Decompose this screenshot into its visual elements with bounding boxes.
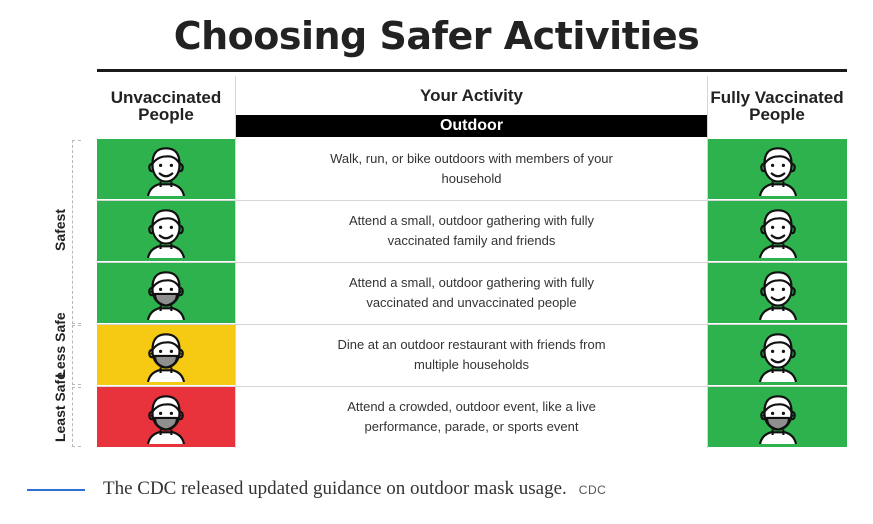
unvaccinated-column-header: Unvaccinated People [110, 88, 222, 124]
caption-text: The CDC released updated guidance on outdoor mask usage. [103, 478, 567, 499]
row-divider [97, 324, 847, 325]
safest-bracket [72, 140, 81, 324]
activity-row [97, 263, 847, 323]
activity-cell [236, 325, 707, 385]
unvaccinated-risk-cell [97, 263, 235, 323]
unmasked-person-icon [751, 142, 805, 196]
unvaccinated-risk-cell [97, 387, 235, 447]
activity-cell [236, 139, 707, 199]
activity-row [97, 201, 847, 261]
masked-person-icon [139, 390, 193, 444]
outdoor-setting-bar: Outdoor [236, 115, 707, 137]
less-safe-bracket [72, 325, 81, 385]
vaccinated-risk-cell [708, 201, 847, 261]
activity-text: Attend a small, outdoor gathering with fully vaccinated family and friends [349, 213, 594, 248]
image-caption [103, 478, 606, 500]
masked-person-icon [139, 328, 193, 382]
activity-text: Attend a small, outdoor gathering with fully vaccinated and unvaccinated people [349, 275, 594, 310]
masked-person-icon [751, 390, 805, 444]
row-divider [97, 200, 847, 201]
activity-cell [236, 387, 707, 447]
unmasked-person-icon [751, 266, 805, 320]
unmasked-person-icon [751, 204, 805, 258]
image-credit: CDC [578, 483, 607, 497]
vaccinated-risk-cell [708, 387, 847, 447]
unvaccinated-risk-cell [97, 139, 235, 199]
activity-cell [236, 263, 707, 323]
vaccinated-risk-cell [708, 139, 847, 199]
activity-row [97, 325, 847, 385]
less-safe-label: Less Safe [52, 312, 68, 378]
unmasked-person-icon [139, 204, 193, 258]
unvaccinated-risk-cell [97, 325, 235, 385]
least-safe-label: Least Safe [52, 371, 68, 443]
activity-row [97, 387, 847, 447]
vaccinated-column-header: Fully Vaccinated People [710, 88, 844, 124]
row-divider [97, 262, 847, 263]
unmasked-person-icon [139, 142, 193, 196]
activity-text: Walk, run, or bike outdoors with members of your household [330, 151, 613, 186]
caption-accent-line [27, 489, 85, 491]
activity-column-header: Your Activity [420, 85, 523, 105]
activity-text: Attend a crowded, outdoor event, like a live performance, parade, or sports event [347, 399, 596, 434]
unmasked-person-icon [751, 328, 805, 382]
activity-text: Dine at an outdoor restaurant with friends from multiple households [337, 337, 606, 372]
masked-person-icon [139, 266, 193, 320]
unvaccinated-risk-cell [97, 201, 235, 261]
vaccinated-risk-cell [708, 325, 847, 385]
chart-title: Choosing Safer Activities [173, 14, 700, 58]
row-divider [97, 386, 847, 387]
safest-label: Safest [52, 208, 68, 252]
title-divider [97, 69, 847, 72]
vaccinated-risk-cell [708, 263, 847, 323]
activity-row [97, 139, 847, 199]
least-safe-bracket [72, 387, 81, 447]
activity-cell [236, 201, 707, 261]
